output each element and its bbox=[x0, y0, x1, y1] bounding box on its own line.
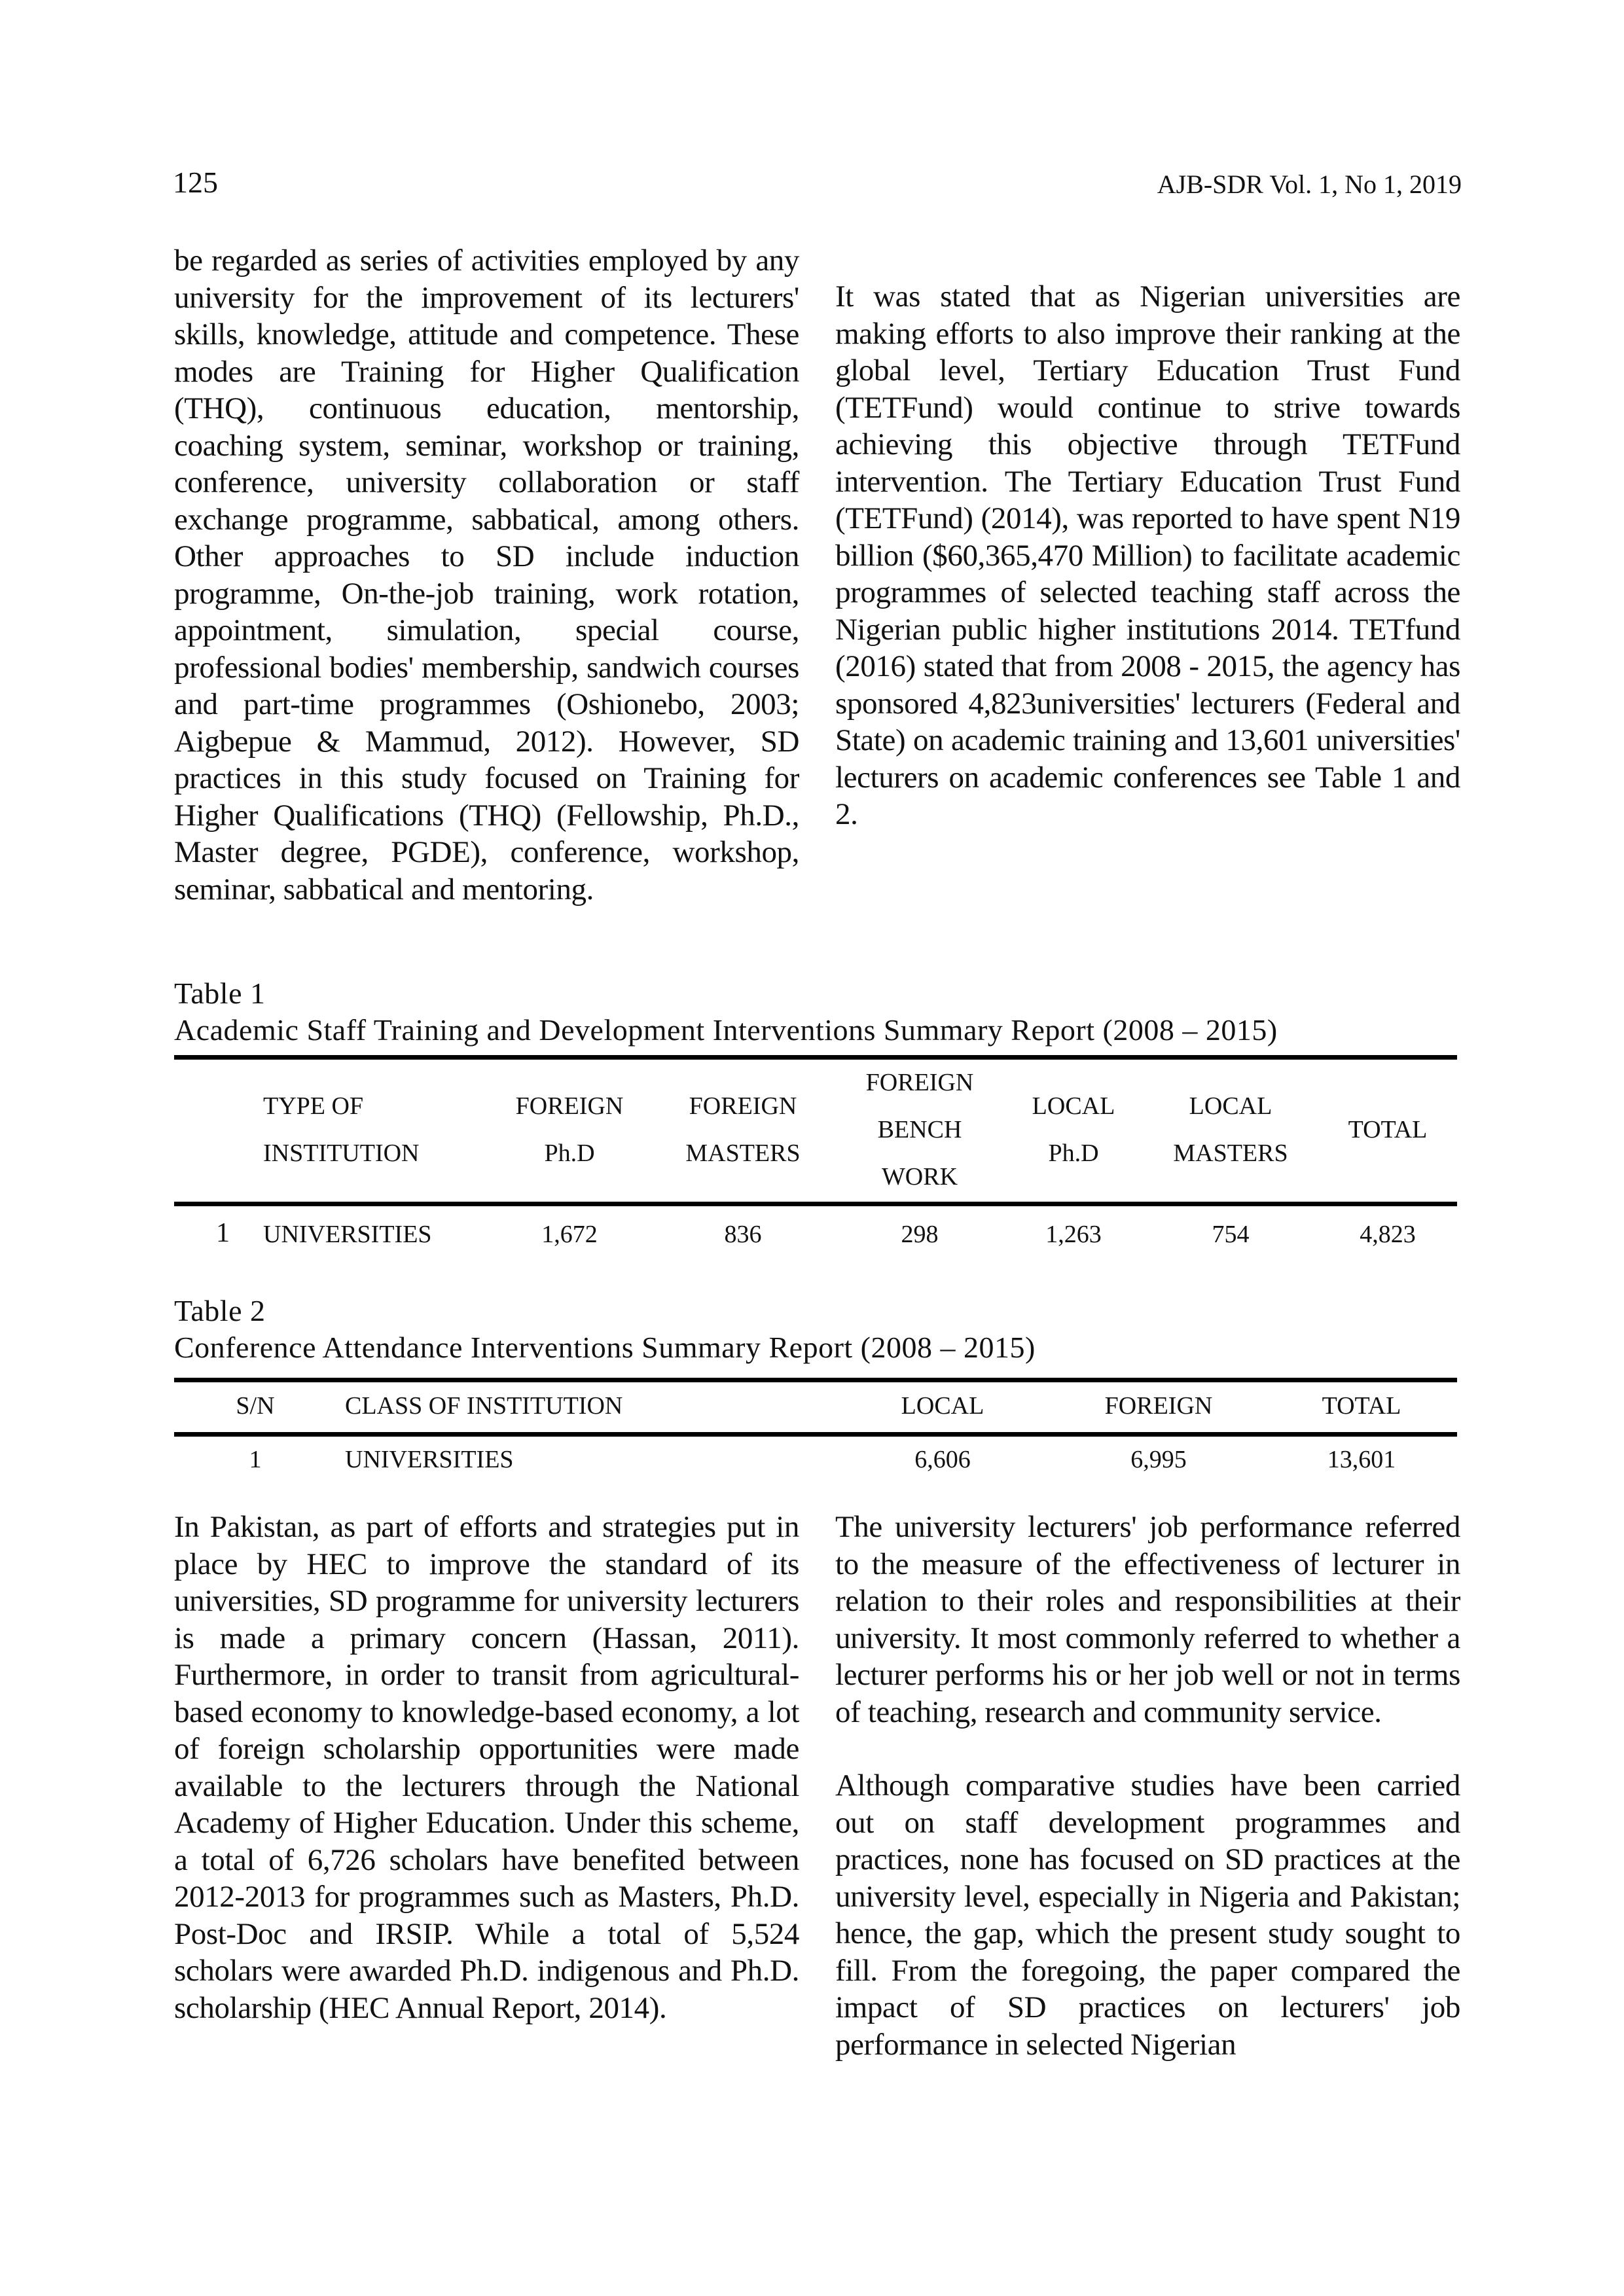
t1-header-total: TOTAL bbox=[1348, 1116, 1428, 1143]
right-column-top bbox=[835, 278, 1460, 833]
t2-row-class: UNIVERSITIES bbox=[345, 1446, 514, 1473]
t2-header-foreign: FOREIGN bbox=[1104, 1392, 1213, 1420]
t1-row-type: UNIVERSITIES bbox=[263, 1221, 432, 1248]
t1-row-sn: 1 bbox=[216, 1218, 230, 1248]
t2-row-sn: 1 bbox=[249, 1446, 262, 1473]
t1-header-local-phd: LOCAL Ph.D bbox=[1032, 1092, 1115, 1167]
t2-header-local: LOCAL bbox=[901, 1392, 984, 1420]
t1-row-foreign-bench: 298 bbox=[901, 1221, 939, 1248]
table2-caption bbox=[174, 1293, 1036, 1366]
paragraph-sd-modes: be regarded as series of activities employed by any university for the improvement of its lecturers' skills, knowledge, attitude and competence. These modes are Training for Higher Qualification (THQ), continuous education, mentorship, coaching system, seminar, workshop or training, conference, university collaboration or staff exchange programme, sabbatical, among others. Other approaches to SD include induction programme, On-the-job training, work rotation, appointment, simulation, special course, professional bodies' membership, sandwich courses and part-time programmes (Oshionebo, 2003; Aigbepue & Mammud, 2012). However, SD practices in this study focused on Training for Higher Qualifications (THQ) (Fellowship, Ph.D., Master degree, PGDE), conference, workshop, seminar, sabbatical and mentoring. bbox=[174, 243, 799, 906]
t2-row-foreign: 6,995 bbox=[1130, 1446, 1187, 1473]
table2-mid-rule bbox=[174, 1432, 1457, 1437]
table1-top-rule bbox=[174, 1055, 1457, 1060]
paragraph-pakistan: In Pakistan, as part of efforts and strategies put in place by HEC to improve the standard of its universities, SD programme for university lecturers is made a primary concern (Hassan, 2011). Furthermore, in order to transit from agricultural-based economy to knowledge-based economy, a lot of foreign scholarship opportunities were made available to the lecturers through the National Academy of Higher Education. Under this scheme, a total of 6,726 scholars have benefited between 2012-2013 for programmes such as Masters, Ph.D. Post-Doc and IRSIP. While a total of 5,524 scholars were awarded Ph.D. indigenous and Ph.D. scholarship (HEC Annual Report, 2014). bbox=[174, 1510, 799, 2025]
page-number: 125 bbox=[173, 166, 218, 199]
paragraph-tetfund: It was stated that as Nigerian universities are making efforts to also improve their ranking at the global level, Tertiary Education Trust Fund (TETFund) would continue to strive towards achieving this objective through TETFund intervention. The Tertiary Education Trust Fund (TETFund) (2014), was reported to have spent N19 billion ($60,365,470 Million) to facilitate academic programmes of selected teaching staff across the Nigerian public higher institutions 2014. TETfund (2016) stated that from 2008 - 2015, the agency has sponsored 4,823universities' lecturers (Federal and State) on academic training and 13,601 universities' lecturers on academic conferences see Table 1 and 2. bbox=[835, 279, 1460, 831]
paragraph-job-performance: The university lecturers' job performance referred to the measure of the effectiveness of lecturer in relation to their roles and responsibilities at their university. It most commonly referred to whether a lecturer performs his or her job well or not in terms of teaching, research and community service. bbox=[835, 1510, 1460, 1729]
table2-top-rule bbox=[174, 1378, 1457, 1382]
t1-row-foreign-phd: 1,672 bbox=[541, 1221, 598, 1248]
table1-caption bbox=[174, 975, 1278, 1049]
t2-row-local: 6,606 bbox=[914, 1446, 971, 1473]
table1-label: Table 1 bbox=[174, 977, 266, 1010]
table2-label: Table 2 bbox=[174, 1294, 266, 1327]
table1-mid-rule bbox=[174, 1202, 1457, 1206]
left-column-top bbox=[174, 242, 799, 908]
t1-header-foreign-bench-work: FOREIGN BENCH WORK bbox=[865, 1069, 974, 1191]
t2-header-class: CLASS OF INSTITUTION bbox=[345, 1392, 623, 1420]
t1-row-local-masters: 754 bbox=[1212, 1221, 1250, 1248]
left-column-bottom bbox=[174, 1509, 799, 2026]
t1-header-foreign-phd: FOREIGN Ph.D bbox=[515, 1092, 624, 1167]
journal-header: AJB-SDR Vol. 1, No 1, 2019 bbox=[1157, 170, 1462, 199]
t1-row-local-phd: 1,263 bbox=[1045, 1221, 1102, 1248]
paragraph-research-gap: Although comparative studies have been carried out on staff development programmes and practices, none has focused on SD practices at the university level, especially in Nigeria and Pakistan; hence, the gap, which the present study sought to fill. From the foregoing, the paper compared the impact of SD practices on lecturers' job performance in selected Nigerian bbox=[835, 1768, 1460, 2062]
t1-row-foreign-masters: 836 bbox=[724, 1221, 762, 1248]
table1-title: Academic Staff Training and Development Interventions Summary Report (2008 – 2015) bbox=[174, 1013, 1278, 1047]
table2-title: Conference Attendance Interventions Summary Report (2008 – 2015) bbox=[174, 1331, 1036, 1364]
t1-header-type: TYPE OF INSTITUTION bbox=[263, 1092, 420, 1167]
t2-header-sn: S/N bbox=[236, 1392, 275, 1420]
t1-header-foreign-masters: FOREIGN MASTERS bbox=[685, 1092, 801, 1167]
t2-row-total: 13,601 bbox=[1327, 1446, 1396, 1473]
right-column-bottom bbox=[835, 1509, 1460, 2063]
t1-row-total: 4,823 bbox=[1360, 1221, 1416, 1248]
t2-header-total: TOTAL bbox=[1322, 1392, 1401, 1420]
t1-header-local-masters: LOCAL MASTERS bbox=[1173, 1092, 1288, 1167]
